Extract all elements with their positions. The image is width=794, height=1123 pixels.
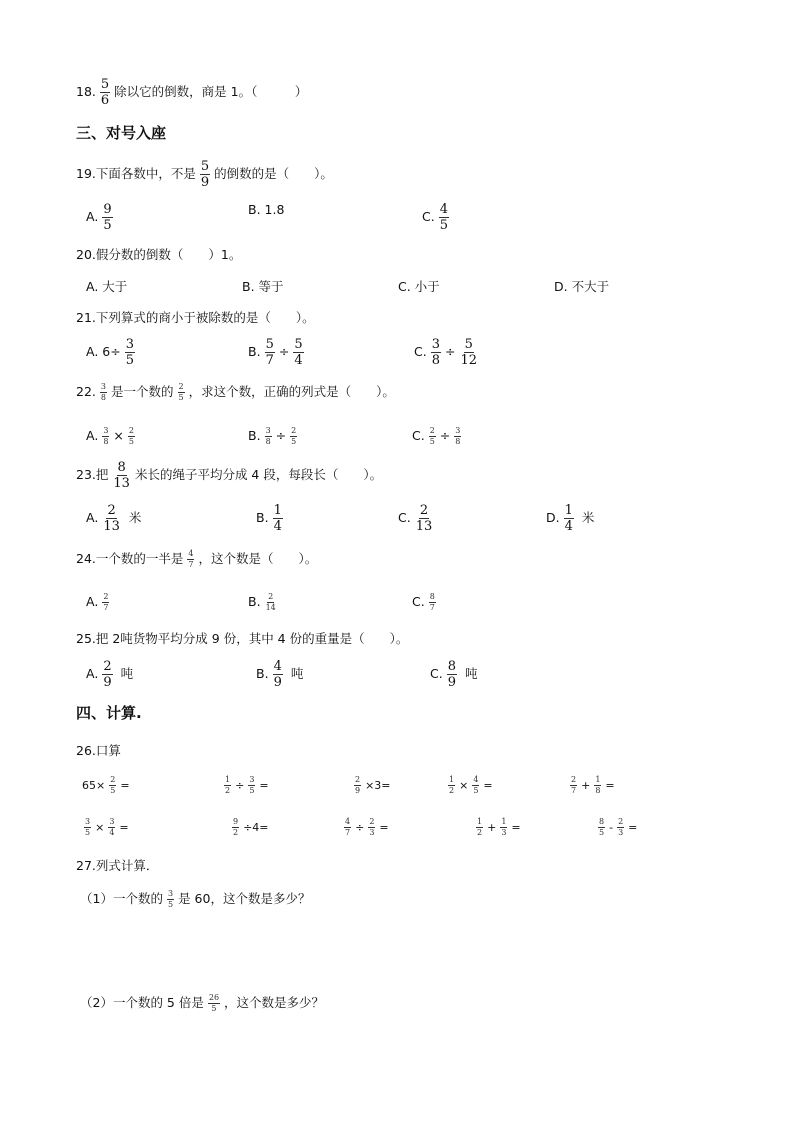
calc-item: $\frac{1}{2}$ ÷ $\frac{3}{5}$ = bbox=[225, 775, 269, 795]
option-c[interactable]: C. $\frac{3}{8}$ ÷ $\frac{5}{12}$ bbox=[414, 337, 478, 368]
option-b[interactable]: B. $\frac{3}{8}$ ÷ $\frac{2}{5}$ bbox=[248, 426, 297, 446]
fraction: $\frac{1}{4}$ bbox=[273, 503, 282, 534]
option-b[interactable]: B. $\frac{4}{9}$ 吨 bbox=[256, 659, 304, 690]
fraction: $\frac{3}{5}$ bbox=[125, 337, 134, 368]
fraction: $\frac{2}{9}$ bbox=[103, 659, 112, 690]
fraction: $\frac{1}{2}$ bbox=[225, 775, 231, 795]
fraction: $\frac{8}{7}$ bbox=[429, 592, 435, 612]
fraction: $\frac{4}{5}$ bbox=[439, 202, 448, 233]
option-d[interactable]: D. $\frac{1}{4}$ 米 bbox=[546, 503, 595, 534]
calc-item: $\frac{2}{7}$ + $\frac{1}{8}$ = bbox=[571, 775, 615, 795]
option-a[interactable]: A. $\frac{2}{13}$ 米 bbox=[86, 503, 142, 534]
fraction: $\frac{3}{4}$ bbox=[109, 817, 115, 837]
option-a[interactable]: A. $\frac{3}{8}$ × $\frac{2}{5}$ bbox=[86, 426, 134, 446]
fraction: $\frac{8}{13}$ bbox=[113, 460, 130, 491]
fraction: $\frac{8}{9}$ bbox=[447, 659, 456, 690]
option-a[interactable]: A. 大于 bbox=[86, 279, 128, 294]
option-c[interactable]: C. $\frac{8}{9}$ 吨 bbox=[430, 659, 478, 690]
option-c[interactable]: C. $\frac{8}{7}$ bbox=[412, 592, 435, 612]
fraction: $\frac{4}{9}$ bbox=[273, 659, 282, 690]
option-b[interactable]: B. $\frac{5}{7}$ ÷ $\frac{5}{4}$ bbox=[248, 337, 303, 368]
question-22: 22. $\frac{3}{8}$ 是一个数的 $\frac{2}{5}$ ，求这个数，正确的列式是（ ）。 bbox=[76, 382, 395, 402]
fraction: $\frac{9}{2}$ bbox=[233, 817, 239, 837]
option-a[interactable]: A. 6÷ $\frac{3}{5}$ bbox=[86, 337, 134, 368]
fraction: $\frac{5}{9}$ bbox=[200, 159, 210, 190]
option-a[interactable]: A. $\frac{2}{9}$ 吨 bbox=[86, 659, 134, 690]
fraction: $\frac{1}{2}$ bbox=[477, 817, 483, 837]
option-c[interactable]: C. $\frac{4}{5}$ bbox=[422, 202, 448, 233]
calc-item: $\frac{3}{5}$ × $\frac{3}{4}$ = bbox=[85, 817, 129, 837]
fraction: $\frac{8}{5}$ bbox=[599, 817, 605, 837]
section-heading-3: 三、对号入座 bbox=[76, 124, 167, 142]
fraction: $\frac{3}{8}$ bbox=[103, 426, 109, 446]
question-26: 26.口算 bbox=[76, 743, 121, 758]
fraction: $\frac{5}{12}$ bbox=[460, 337, 478, 368]
calc-item: $\frac{8}{5}$ - $\frac{2}{3}$ = bbox=[599, 817, 638, 837]
fraction: $\frac{5}{6}$ bbox=[100, 77, 110, 108]
question-27-part-2: （2）一个数的 5 倍是 $\frac{26}{5}$ ，这个数是多少？ bbox=[80, 993, 325, 1013]
option-c[interactable]: C. 小于 bbox=[398, 279, 440, 294]
fraction: $\frac{2}{9}$ bbox=[355, 775, 361, 795]
fraction: $\frac{1}{2}$ bbox=[449, 775, 455, 795]
fraction: $\frac{2}{5}$ bbox=[291, 426, 297, 446]
fraction: $\frac{1}{8}$ bbox=[595, 775, 601, 795]
fraction: $\frac{26}{5}$ bbox=[208, 993, 220, 1013]
fraction: $\frac{2}{13}$ bbox=[103, 503, 120, 534]
fraction: $\frac{2}{3}$ bbox=[618, 817, 624, 837]
question-27: 27.列式计算． bbox=[76, 858, 159, 873]
fraction: $\frac{2}{5}$ bbox=[429, 426, 435, 446]
option-c[interactable]: C. $\frac{2}{5}$ ÷ $\frac{3}{8}$ bbox=[412, 426, 461, 446]
fraction: $\frac{3}{5}$ bbox=[249, 775, 255, 795]
fraction: $\frac{4}{5}$ bbox=[473, 775, 479, 795]
fraction: $\frac{4}{7}$ bbox=[345, 817, 351, 837]
fraction: $\frac{1}{3}$ bbox=[501, 817, 507, 837]
fraction: $\frac{5}{4}$ bbox=[294, 337, 303, 368]
fraction: $\frac{2}{13}$ bbox=[415, 503, 433, 534]
question-20: 20.假分数的倒数（ ）1。 bbox=[76, 247, 242, 262]
question-number: 18. bbox=[76, 84, 96, 100]
fraction: $\frac{2}{5}$ bbox=[128, 426, 134, 446]
fraction: $\frac{3}{5}$ bbox=[167, 889, 174, 909]
fraction: $\frac{5}{7}$ bbox=[265, 337, 274, 368]
option-a[interactable]: A. $\frac{2}{7}$ bbox=[86, 592, 109, 612]
question-21: 21.下列算式的商小于被除数的是（ ）。 bbox=[76, 310, 315, 325]
option-c[interactable]: C. $\frac{2}{13}$ bbox=[398, 503, 433, 534]
calc-item: $\frac{1}{2}$ + $\frac{1}{3}$ = bbox=[477, 817, 521, 837]
fraction: $\frac{9}{5}$ bbox=[103, 202, 112, 233]
fraction: $\frac{2}{14}$ bbox=[265, 592, 276, 612]
question-27-part-1: （1）一个数的 $\frac{3}{5}$ 是 60，这个数是多少？ bbox=[80, 889, 311, 909]
fraction: $\frac{3}{8}$ bbox=[431, 337, 440, 368]
question-25: 25.把 2吨货物平均分成 9 份，其中 4 份的重量是（ ）。 bbox=[76, 631, 409, 646]
calc-item: $\frac{1}{2}$ × $\frac{4}{5}$ = bbox=[449, 775, 493, 795]
fraction: $\frac{2}{5}$ bbox=[178, 382, 184, 402]
calc-item: 65× $\frac{2}{5}$ = bbox=[82, 775, 130, 795]
option-d[interactable]: D. 不大于 bbox=[554, 279, 610, 294]
fraction: $\frac{2}{7}$ bbox=[103, 592, 109, 612]
section-heading-4: 四、计算. bbox=[76, 704, 142, 722]
fraction: $\frac{2}{7}$ bbox=[571, 775, 577, 795]
fraction: $\frac{2}{3}$ bbox=[369, 817, 375, 837]
fraction: $\frac{3}{5}$ bbox=[85, 817, 91, 837]
option-b[interactable]: B. 等于 bbox=[242, 279, 284, 294]
question-19: 19.下面各数中，不是 $\frac{5}{9}$ 的倒数的是（ ）。 bbox=[76, 159, 333, 190]
option-a[interactable]: A. $\frac{9}{5}$ bbox=[86, 202, 112, 233]
option-b[interactable]: B. 1.8 bbox=[248, 202, 285, 217]
option-b[interactable]: B. $\frac{2}{14}$ bbox=[248, 592, 276, 612]
question-24: 24.一个数的一半是 $\frac{4}{7}$ ，这个数是（ ）。 bbox=[76, 549, 318, 569]
fraction: $\frac{3}{8}$ bbox=[455, 426, 461, 446]
fraction: $\frac{3}{8}$ bbox=[265, 426, 271, 446]
calc-item: $\frac{9}{2}$ ÷4= bbox=[233, 817, 269, 837]
question-text: 除以它的倒数，商是 1。（ ） bbox=[114, 84, 308, 100]
calc-item: $\frac{2}{9}$ ×3= bbox=[355, 775, 391, 795]
fraction: $\frac{1}{4}$ bbox=[564, 503, 573, 534]
calc-item: $\frac{4}{7}$ ÷ $\frac{2}{3}$ = bbox=[345, 817, 389, 837]
fraction: $\frac{2}{5}$ bbox=[110, 775, 116, 795]
fraction: $\frac{4}{7}$ bbox=[188, 549, 194, 569]
option-b[interactable]: B. $\frac{1}{4}$ bbox=[256, 503, 282, 534]
fraction: $\frac{3}{8}$ bbox=[100, 382, 106, 402]
question-18 bbox=[76, 78, 307, 107]
question-23: 23.把 $\frac{8}{13}$ 米长的绳子平均分成 4 段，每段长（ ）。 bbox=[76, 460, 383, 491]
